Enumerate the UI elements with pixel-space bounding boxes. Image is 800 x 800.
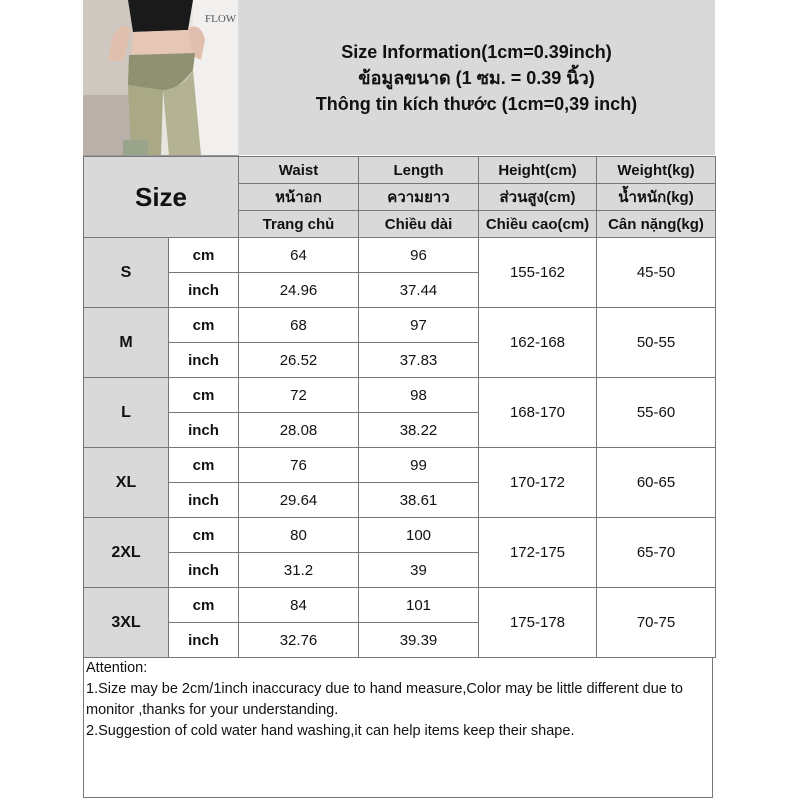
waist-cm-value: 68	[239, 308, 359, 343]
length-inch-value: 39.39	[359, 623, 479, 658]
table-row	[84, 378, 716, 413]
waist-inch-value: 32.76	[239, 623, 359, 658]
size-label: L	[84, 378, 169, 448]
size-label: M	[84, 308, 169, 378]
size-rows	[84, 238, 716, 658]
info-line-th: ข้อมูลขนาด (1 ซม. = 0.39 นิ้ว)	[358, 67, 595, 88]
weight-header-th: น้ำหนัก(kg)	[597, 184, 716, 211]
waist-cm-value: 64	[239, 238, 359, 273]
weight-range-value: 70-75	[597, 588, 716, 658]
notes-line-2: 2.Suggestion of cold water hand washing,it can help items keep their shape.	[86, 723, 575, 739]
model-jeans-image	[83, 0, 238, 155]
length-inch-value: 38.61	[359, 483, 479, 518]
unit-inch-label: inch	[169, 273, 239, 308]
unit-cm-label: cm	[169, 238, 239, 273]
weight-range-value: 60-65	[597, 448, 716, 518]
weight-range-value: 55-60	[597, 378, 716, 448]
unit-inch-label: inch	[169, 343, 239, 378]
size-chart-table	[83, 156, 716, 658]
size-label: 2XL	[84, 518, 169, 588]
notes-title: Attention:	[86, 660, 148, 676]
height-range-value: 175-178	[479, 588, 597, 658]
unit-inch-label: inch	[169, 623, 239, 658]
height-range-value: 155-162	[479, 238, 597, 308]
unit-cm-label: cm	[169, 588, 239, 623]
unit-cm-label: cm	[169, 378, 239, 413]
length-inch-value: 39	[359, 553, 479, 588]
unit-cm-label: cm	[169, 518, 239, 553]
size-label: XL	[84, 448, 169, 518]
height-range-value: 172-175	[479, 518, 597, 588]
waist-inch-value: 26.52	[239, 343, 359, 378]
height-range-value: 162-168	[479, 308, 597, 378]
height-range-value: 170-172	[479, 448, 597, 518]
unit-cm-label: cm	[169, 448, 239, 483]
table-row	[84, 308, 716, 343]
table-row	[84, 588, 716, 623]
table-row	[84, 518, 716, 553]
waist-inch-value: 29.64	[239, 483, 359, 518]
length-inch-value: 37.44	[359, 273, 479, 308]
waist-cm-value: 76	[239, 448, 359, 483]
waist-header-th: หน้าอก	[239, 184, 359, 211]
waist-cm-value: 72	[239, 378, 359, 413]
waist-inch-value: 24.96	[239, 273, 359, 308]
size-label: 3XL	[84, 588, 169, 658]
unit-inch-label: inch	[169, 483, 239, 518]
waist-header-en: Waist	[239, 157, 359, 184]
table-row	[84, 448, 716, 483]
length-cm-value: 100	[359, 518, 479, 553]
watermark-text: FLOW	[205, 13, 237, 25]
height-range-value: 168-170	[479, 378, 597, 448]
attention-notes	[83, 657, 713, 798]
weight-range-value: 65-70	[597, 518, 716, 588]
height-header-vi: Chiều cao(cm)	[479, 211, 597, 238]
length-cm-value: 101	[359, 588, 479, 623]
length-inch-value: 37.83	[359, 343, 479, 378]
table-row	[84, 238, 716, 273]
length-cm-value: 98	[359, 378, 479, 413]
weight-header-vi: Cân nặng(kg)	[597, 211, 716, 238]
product-photo	[83, 0, 239, 156]
size-column-header: Size	[84, 157, 239, 238]
unit-inch-label: inch	[169, 413, 239, 448]
length-inch-value: 38.22	[359, 413, 479, 448]
waist-cm-value: 80	[239, 518, 359, 553]
length-header-en: Length	[359, 157, 479, 184]
unit-inch-label: inch	[169, 553, 239, 588]
size-info-header	[238, 0, 715, 155]
waist-inch-value: 31.2	[239, 553, 359, 588]
weight-range-value: 45-50	[597, 238, 716, 308]
info-line-en: Size Information(1cm=0.39inch)	[341, 41, 612, 62]
length-cm-value: 99	[359, 448, 479, 483]
notes-line-1: 1.Size may be 2cm/1inch inaccuracy due to hand measure,Color may be little different due to monitor ,thanks for your understanding.	[86, 681, 683, 718]
size-label: S	[84, 238, 169, 308]
waist-cm-value: 84	[239, 588, 359, 623]
waist-header-vi: Trang chủ	[239, 211, 359, 238]
waist-inch-value: 28.08	[239, 413, 359, 448]
length-cm-value: 96	[359, 238, 479, 273]
height-header-en: Height(cm)	[479, 157, 597, 184]
unit-cm-label: cm	[169, 308, 239, 343]
info-line-vi: Thông tin kích thước (1cm=0,39 inch)	[315, 93, 638, 114]
weight-range-value: 50-55	[597, 308, 716, 378]
length-cm-value: 97	[359, 308, 479, 343]
length-header-th: ความยาว	[359, 184, 479, 211]
weight-header-en: Weight(kg)	[597, 157, 716, 184]
length-header-vi: Chiều dài	[359, 211, 479, 238]
height-header-th: ส่วนสูง(cm)	[479, 184, 597, 211]
